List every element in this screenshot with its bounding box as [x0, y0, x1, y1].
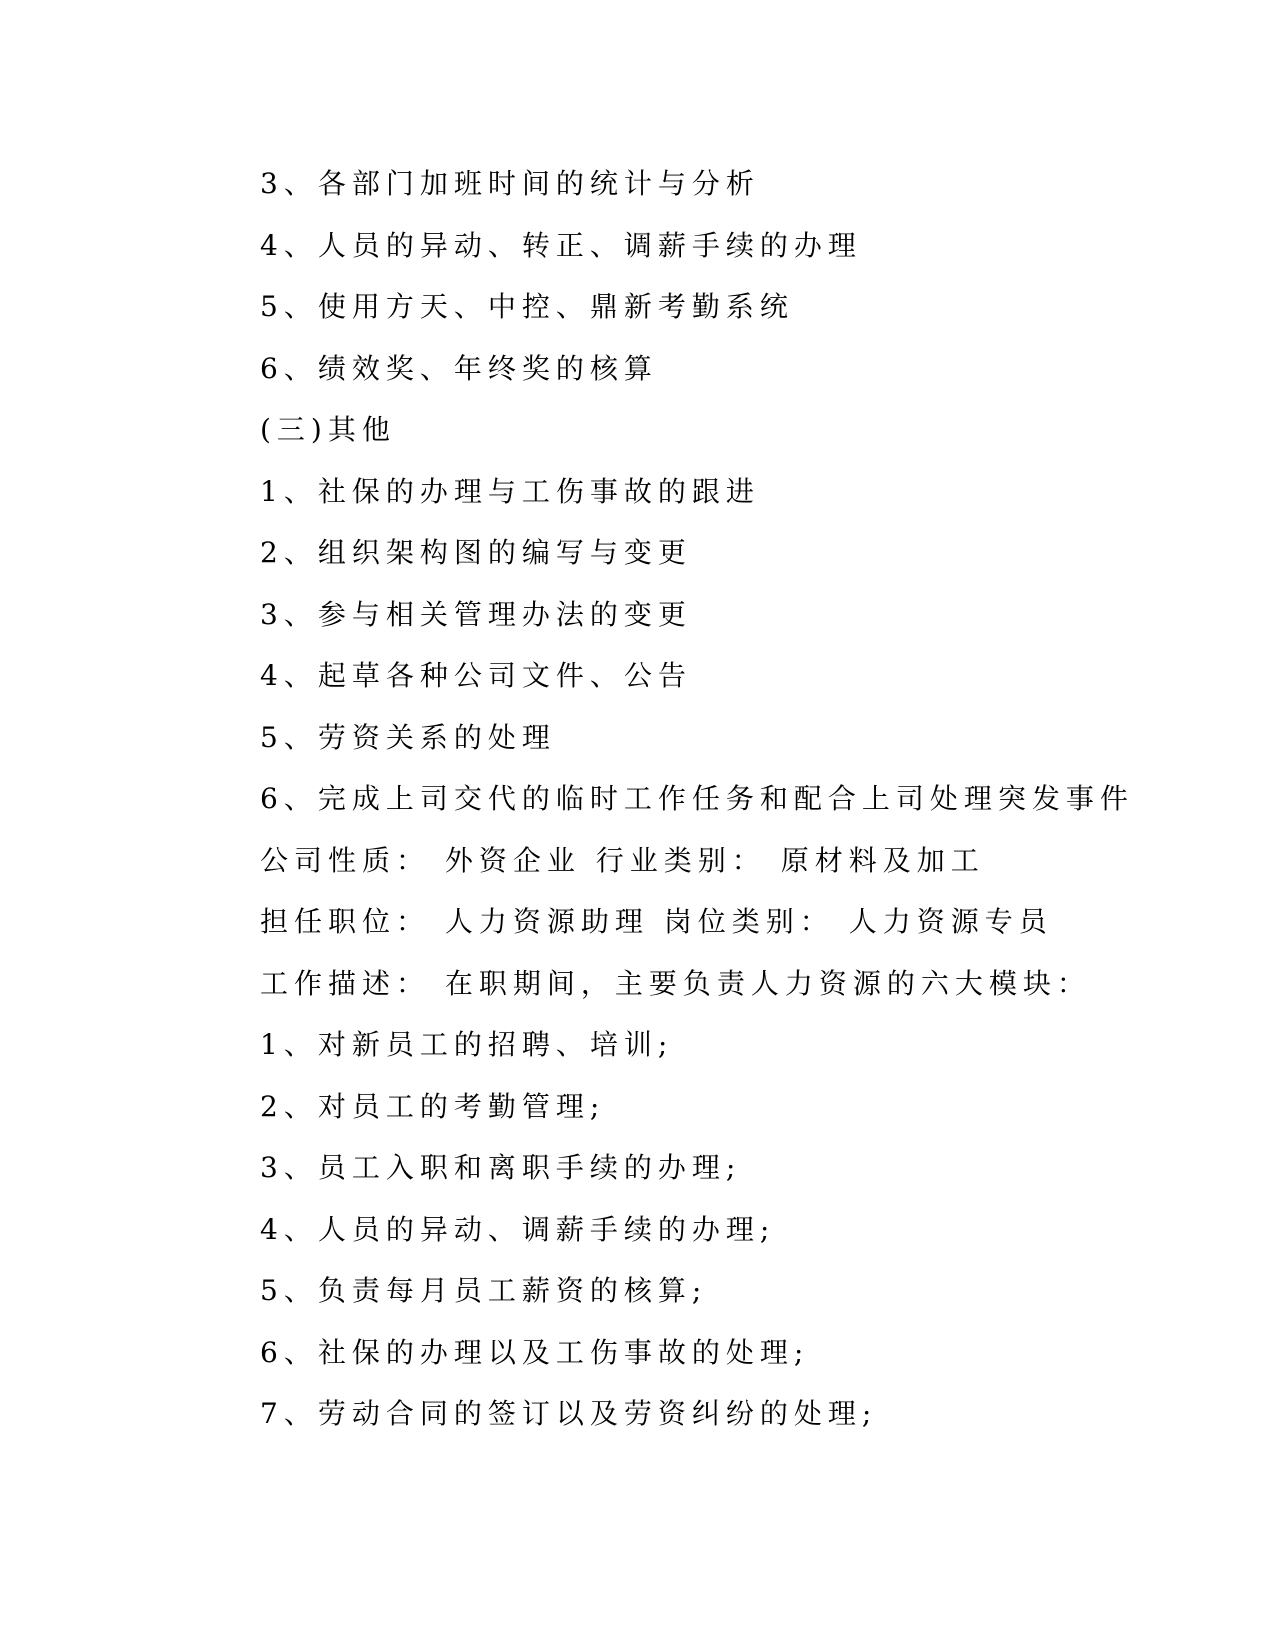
section-heading: (三)其他: [260, 413, 396, 446]
text-line: 2、对员工的考勤管理;: [260, 1089, 606, 1123]
text-line: 1、社保的办理与工伤事故的跟进: [260, 474, 760, 508]
text-line: 6、绩效奖、年终奖的核算: [260, 351, 658, 385]
text-line: 7、劳动合同的签订以及劳资纠纷的处理;: [260, 1397, 878, 1430]
text-line: 3、员工入职和离职手续的办理;: [260, 1151, 742, 1184]
position-info-line: 担任职位： 人力资源助理 岗位类别： 人力资源专员: [260, 905, 1053, 938]
text-line: 1、对新员工的招聘、培训;: [260, 1028, 674, 1061]
company-info-line: 公司性质： 外资企业 行业类别： 原材料及加工: [260, 843, 985, 877]
text-line: 3、参与相关管理办法的变更: [260, 597, 692, 631]
text-line: 5、使用方天、中控、鼎新考勤系统: [260, 290, 794, 323]
text-line: 3、各部门加班时间的统计与分析: [260, 167, 760, 200]
text-line: 5、负责每月员工薪资的核算;: [260, 1274, 708, 1307]
text-line: 5、劳资关系的处理: [260, 720, 556, 754]
text-line: 4、人员的异动、转正、调薪手续的办理: [260, 228, 862, 262]
text-line: 6、完成上司交代的临时工作任务和配合上司处理突发事件: [260, 782, 1134, 815]
text-line: 4、起草各种公司文件、公告: [260, 659, 692, 692]
text-line: 2、组织架构图的编写与变更: [260, 536, 692, 569]
job-description-line: 工作描述： 在职期间，主要负责人力资源的六大模块：: [260, 966, 1091, 1000]
text-line: 6、社保的办理以及工伤事故的处理;: [260, 1335, 810, 1369]
document-body: [260, 164, 1160, 1456]
text-line: 4、人员的异动、调薪手续的办理;: [260, 1212, 776, 1246]
